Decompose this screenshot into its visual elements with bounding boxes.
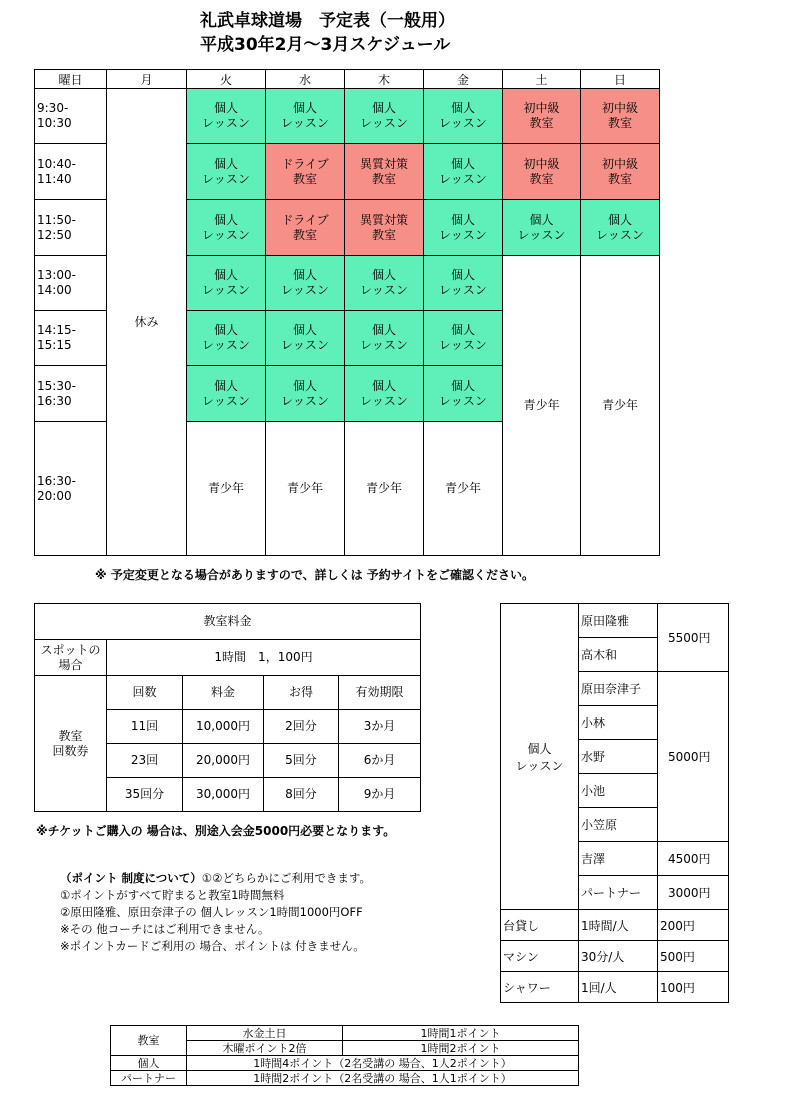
coach-price: 5500円	[658, 604, 729, 672]
fee-cell: 9か月	[339, 778, 421, 812]
slot-lesson: 個人 レッスン	[424, 366, 503, 422]
schedule-table	[34, 69, 660, 556]
coach-price: 4500円	[658, 842, 729, 876]
slot-youth: 青少年	[581, 256, 660, 556]
slot-lesson: 個人 レッスン	[424, 144, 503, 200]
slot-ishitsu-class: 異質対策 教室	[345, 200, 424, 256]
point-cell: 1時間1ポイント	[343, 1026, 579, 1041]
extra-price: 200円	[658, 910, 729, 941]
fee-cell: 35回分	[107, 778, 183, 812]
slot-lesson: 個人 レッスン	[187, 366, 266, 422]
header-fri: 金	[424, 70, 503, 89]
time-slot: 16:30- 20:00	[35, 422, 107, 556]
fee-cell: 2回分	[264, 710, 339, 744]
points-line: ②原田隆雅、原田奈津子の 個人レッスン1時間1000円OFF	[60, 905, 363, 919]
page-title: 礼武卓球道場 予定表（一般用）	[200, 11, 455, 31]
slot-lesson: 個人 レッスン	[187, 256, 266, 311]
slot-beginner-class: 初中級 教室	[581, 144, 660, 200]
slot-beginner-class: 初中級 教室	[581, 89, 660, 144]
points-heading-rest: ①②どちらかにご利用できます。	[201, 871, 371, 885]
coach-name: パートナー	[579, 876, 658, 910]
point-lesson-label: 個人	[111, 1056, 187, 1071]
slot-lesson: 個人 レッスン	[187, 89, 266, 144]
time-slot: 10:40- 11:40	[35, 144, 107, 200]
coach-name: 高木和	[579, 638, 658, 672]
extra-item: 台貸し	[501, 910, 579, 941]
ticket-label: 教室 回数券	[35, 676, 107, 812]
header-thu: 木	[345, 70, 424, 89]
slot-lesson: 個人 レッスン	[187, 311, 266, 366]
slot-lesson: 個人 レッスン	[424, 311, 503, 366]
fee-cell: 23回	[107, 744, 183, 778]
fee-cell: 8回分	[264, 778, 339, 812]
points-info	[60, 870, 371, 955]
time-slot: 9:30- 10:30	[35, 89, 107, 144]
time-slot: 13:00- 14:00	[35, 256, 107, 311]
fee-cell: 20,000円	[183, 744, 264, 778]
fee-cell: 11回	[107, 710, 183, 744]
coach-name: 小林	[579, 706, 658, 740]
fee-col-bonus: お得	[264, 676, 339, 710]
time-slot: 11:50- 12:50	[35, 200, 107, 256]
extra-price: 500円	[658, 941, 729, 972]
points-line: ※その 他コーチにはご利用できません。	[60, 922, 270, 936]
point-table	[110, 1025, 579, 1086]
extra-item: マシン	[501, 941, 579, 972]
coach-name: 小池	[579, 774, 658, 808]
fee-cell: 6か月	[339, 744, 421, 778]
slot-youth: 青少年	[503, 256, 581, 556]
slot-youth: 青少年	[424, 422, 503, 556]
spot-value: 1時間 1，100円	[107, 640, 421, 676]
points-line: ※ポイントカードご利用の 場合、ポイントは 付きません。	[60, 939, 365, 953]
point-cell: 水金土日	[187, 1026, 343, 1041]
monday-closed: 休み	[107, 89, 187, 556]
slot-lesson: 個人 レッスン	[187, 200, 266, 256]
extra-unit: 1回/人	[579, 972, 658, 1003]
coach-name: 原田隆雅	[579, 604, 658, 638]
coach-price: 5000円	[658, 672, 729, 842]
fee-cell: 10,000円	[183, 710, 264, 744]
coach-price: 3000円	[658, 876, 729, 910]
slot-youth: 青少年	[187, 422, 266, 556]
fee-title: 教室料金	[35, 604, 421, 640]
fee-col-count: 回数	[107, 676, 183, 710]
slot-lesson: 個人 レッスン	[266, 311, 345, 366]
slot-lesson: 個人 レッスン	[187, 144, 266, 200]
coach-price-table	[500, 603, 729, 1003]
slot-youth: 青少年	[266, 422, 345, 556]
coach-lesson-label: 個人 レッスン	[501, 604, 579, 910]
slot-drive-class: ドライブ 教室	[266, 144, 345, 200]
point-cell: 1時間2ポイント（2名受講の 場合、1人1ポイント）	[187, 1071, 579, 1086]
coach-name: 原田奈津子	[579, 672, 658, 706]
slot-lesson: 個人 レッスン	[266, 89, 345, 144]
slot-lesson: 個人 レッスン	[345, 89, 424, 144]
point-partner-label: パートナー	[111, 1071, 187, 1086]
extra-price: 100円	[658, 972, 729, 1003]
slot-lesson: 個人 レッスン	[503, 200, 581, 256]
header-sat: 土	[503, 70, 581, 89]
slot-beginner-class: 初中級 教室	[503, 89, 581, 144]
slot-lesson: 個人 レッスン	[345, 366, 424, 422]
fee-cell: 30,000円	[183, 778, 264, 812]
slot-youth: 青少年	[345, 422, 424, 556]
ticket-note: ※チケットご購入の 場合は、別途入会金5000円必要となります。	[36, 824, 396, 838]
point-class-label: 教室	[111, 1026, 187, 1056]
header-day: 曜日	[35, 70, 107, 89]
extra-unit: 30分/人	[579, 941, 658, 972]
time-slot: 15:30- 16:30	[35, 366, 107, 422]
slot-drive-class: ドライブ 教室	[266, 200, 345, 256]
schedule-note: ※ 予定変更となる場合がありますので、詳しくは 予約サイトをご確認ください。	[95, 568, 534, 582]
extra-unit: 1時間/人	[579, 910, 658, 941]
header-sun: 日	[581, 70, 660, 89]
fee-cell: 5回分	[264, 744, 339, 778]
coach-name: 吉澤	[579, 842, 658, 876]
points-heading: （ポイント 制度について）	[60, 871, 202, 885]
header-mon: 月	[107, 70, 187, 89]
point-cell: 1時間2ポイント	[343, 1041, 579, 1056]
slot-lesson: 個人 レッスン	[424, 200, 503, 256]
slot-lesson: 個人 レッスン	[581, 200, 660, 256]
slot-beginner-class: 初中級 教室	[503, 144, 581, 200]
points-line: ①ポイントがすべて貯まると教室1時間無料	[60, 888, 285, 902]
fee-col-expiry: 有効期限	[339, 676, 421, 710]
header-wed: 水	[266, 70, 345, 89]
coach-name: 小笠原	[579, 808, 658, 842]
slot-lesson: 個人 レッスン	[266, 366, 345, 422]
slot-ishitsu-class: 異質対策 教室	[345, 144, 424, 200]
slot-lesson: 個人 レッスン	[266, 256, 345, 311]
slot-lesson: 個人 レッスン	[424, 89, 503, 144]
fee-cell: 3か月	[339, 710, 421, 744]
slot-lesson: 個人 レッスン	[345, 311, 424, 366]
coach-name: 水野	[579, 740, 658, 774]
point-cell: 木曜ポイント2倍	[187, 1041, 343, 1056]
slot-lesson: 個人 レッスン	[424, 256, 503, 311]
fee-col-price: 料金	[183, 676, 264, 710]
slot-lesson: 個人 レッスン	[345, 256, 424, 311]
header-tue: 火	[187, 70, 266, 89]
extra-item: シャワー	[501, 972, 579, 1003]
fee-table	[34, 603, 421, 812]
point-cell: 1時間4ポイント（2名受講の 場合、1人2ポイント）	[187, 1056, 579, 1071]
spot-label: スポットの 場合	[35, 640, 107, 676]
time-slot: 14:15- 15:15	[35, 311, 107, 366]
page-subtitle: 平成30年2月～3月スケジュール	[200, 35, 451, 55]
